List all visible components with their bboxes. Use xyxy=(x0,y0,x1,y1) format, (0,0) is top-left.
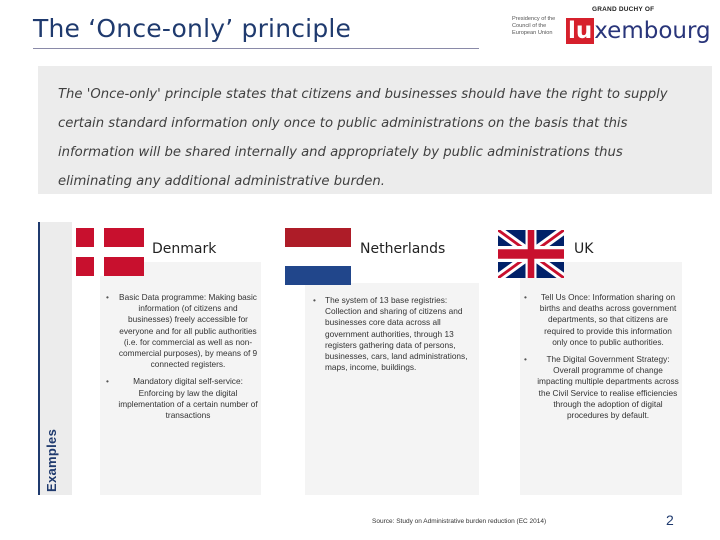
list-item xyxy=(106,376,258,421)
presidency-text: Presidency of the Council of the European Union xyxy=(512,16,556,36)
list-item xyxy=(524,292,680,348)
title-divider xyxy=(33,48,479,49)
uk-panel xyxy=(520,262,682,495)
denmark-panel xyxy=(100,262,261,495)
intro-text: The 'Once-only' principle states that citizens and businesses should have the right to supply certain standard information only once to public administrations on the basis that this information will be shared internally and appropriately by public administrations thus eliminating any additional administrative burden. xyxy=(58,87,668,189)
logo-xembourg: xembourg xyxy=(594,18,711,44)
country-name-uk: UK xyxy=(574,241,594,257)
grand-duchy-text: GRAND DUCHY OF xyxy=(592,6,655,13)
item-body: Information sharing on births and deaths across government departments, so that citizens are required to provide this information only once to public authorities. xyxy=(539,292,677,347)
page-number: 2 xyxy=(666,512,674,528)
logo-lu: lu xyxy=(568,18,593,44)
luxembourg-logo xyxy=(512,6,712,46)
list-item xyxy=(313,295,473,373)
list-item xyxy=(106,292,258,370)
item-body: Enforcing by law the digital implementation of a certain number of transactions xyxy=(118,387,258,421)
item-body: Making basic information (of citizens and businesses) freely accessible for everyone and for all public authorities (i.e. for commercial as well as non-commercial purposes), by means of 9 connected registers. xyxy=(118,292,258,370)
source-note: Source: Study on Administrative burden reduction (EC 2014) xyxy=(372,518,547,525)
item-heading: Mandatory digital self-service: xyxy=(133,376,243,387)
item-body: Collection and sharing of citizens and businesses core data across all government authorities, through 13 registers gathering data of persons, businesses, cars, land administrations, maps, income, buildings. xyxy=(325,306,468,373)
uk-list xyxy=(524,292,680,427)
item-heading: The system of 13 base registries: xyxy=(325,295,448,305)
list-item xyxy=(524,354,680,421)
logo-wordmark xyxy=(566,16,711,44)
item-heading: Tell Us Once: xyxy=(540,292,591,302)
slide-title: The ‘Once-only’ principle xyxy=(33,14,352,43)
denmark-flag-icon xyxy=(76,228,144,276)
denmark-list xyxy=(106,292,258,427)
uk-flag-icon xyxy=(498,230,564,278)
intro-box xyxy=(38,66,712,194)
examples-label: Examples xyxy=(44,428,59,492)
item-heading: Basic Data programme: xyxy=(119,292,207,302)
country-name-netherlands: Netherlands xyxy=(360,241,446,257)
item-heading: The Digital Government Strategy: xyxy=(546,354,670,365)
netherlands-panel xyxy=(305,283,479,495)
country-name-denmark: Denmark xyxy=(152,241,217,257)
netherlands-list xyxy=(313,295,473,379)
item-body: Overall programme of change impacting multiple departments across the Civil Service to realise efficiencies through the adoption of digital procedures by default. xyxy=(537,365,679,421)
netherlands-flag-icon xyxy=(285,228,351,285)
